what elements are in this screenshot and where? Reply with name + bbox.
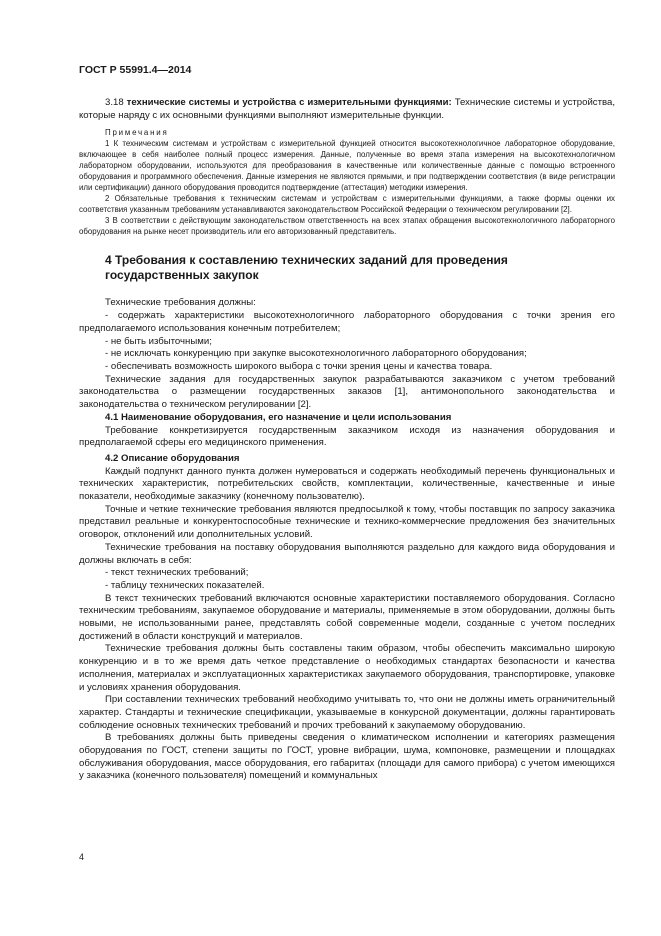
subsection-4-2-paragraph: Каждый подпункт данного пункта должен нумероваться и содержать необходимый перечень функциональных и технических характеристик, потребительских свойств, комплектации, количественные, качественные и иные показатели, необходимые заказчику (конечному пользователю). [79, 465, 615, 503]
subsection-4-2-list-item: - текст технических требований; [105, 567, 249, 579]
section-4-title: 4 Требования к составлению технических заданий для проведения государственных закупок [105, 253, 508, 283]
term-number: 3.18 [105, 97, 124, 108]
section-4-intro: Технические требования должны: [105, 297, 256, 309]
requirements-list-item: - содержать характеристики высокотехнологичного лабораторного оборудования с точки зрения его предполагаемого использования конечным потребителем; [79, 310, 615, 334]
subsection-4-2-paragraph: Технические требования на поставку оборудования выполняются раздельно для каждого вида оборудования и должны включать в себя: [79, 541, 615, 566]
term-name: технические системы и устройства с измерительными функциями: [126, 97, 452, 108]
term-3-18 [79, 97, 615, 122]
subsection-4-2-paragraph: В требованиях должны быть приведены сведения о климатическом исполнении и категориях размещения оборудования по ГОСТ, степени защиты по ГОСТ, уровне вибрации, шума, компоновке, размещении и площадках обслуживания оборудования, массе оборудования, его габаритах (площади для самого прибора) с учетом имеющихся у заказчика (конечного пользователя) помещений и коммунальных [79, 732, 615, 782]
subsection-4-2-paragraph: В текст технических требований включаются основные характеристики поставляемого оборудования. Согласно техническим требованиям, закупаемое оборудование и материалы, применяемые в этом оборудовании, должны быть новыми, не использованными ранее, представлять собой современные модели, созданные с учетом последних достижений в области конструкций и материалов. [79, 592, 615, 642]
subsection-4-2-title: 4.2 Описание оборудования [105, 452, 240, 464]
notes-block [79, 128, 615, 237]
page-number: 4 [79, 852, 85, 862]
subsection-4-2-paragraph: При составлении технических требований необходимо учитывать то, что они не должны иметь ограничительный характер. Стандарты и технические спецификации, указываемые в конкурсной документации, должны гарантировать соблюдение основных технических требований и прочих требований к закупаемому оборудованию. [79, 694, 615, 731]
page-content [79, 97, 615, 783]
note-2: 2 Обязательные требования к техническим системам и устройствам с измерительными функциями, а также формы оценки их соответствия указанным требованиям устанавливаются законодательством Российской Федерации о техническом регулировании [2]. [79, 193, 615, 214]
notes-title: Примечания [105, 128, 169, 138]
term-definition: Технические системы и устройства, которые наряду с их основными функциями выполняют измерительные функции. [79, 97, 615, 121]
requirements-list-item: - обеспечивать возможность широкого выбора с точки зрения цены и качества товара. [105, 360, 493, 372]
subsection-4-1-text: Требование конкретизируется государственным заказчиком исходя из назначения оборудования и предполагаемой сферы его медицинского применения. [79, 424, 615, 449]
subsection-4-2-paragraph: Технические требования должны быть составлены таким образом, чтобы обеспечить максимально широкую конкуренцию и в то же время дать четкое представление о необходимых стандартах безопасности и качества исполнения, материалах и эксплуатационных характеристиках закупаемого оборудования, транспортировке, упаковке и условиях хранения оборудования. [79, 643, 615, 693]
subsection-4-2-paragraph: Точные и четкие технические требования являются предпосылкой к тому, чтобы поставщик по запросу заказчика представил реальные и конкурентоспособные технические и технико-коммерческие предложения без значительных оговорок, отклонений или дополнительных условий. [79, 503, 615, 541]
subsection-4-1-title: 4.1 Наименование оборудования, его назначение и цели использования [105, 411, 452, 423]
document-code-header: ГОСТ Р 55991.4—2014 [79, 64, 192, 76]
requirements-list-item: - не быть избыточными; [105, 335, 212, 347]
tz-paragraph: Технические задания для государственных закупок разрабатываются заказчиком с учетом требований законодательства о размещении государственных заказов [1], антимонопольного законодательства и законодательства о техническом регулировании [2]. [79, 373, 615, 411]
subsection-4-2-list-item: - таблицу технических показателей. [105, 579, 265, 591]
requirements-list-item: - не исключать конкуренцию при закупке высокотехнологичного лабораторного оборудования; [105, 348, 527, 360]
note-1: 1 К техническим системам и устройствам с измерительной функцией относится высокотехнологичное лабораторное оборудование, включающее в себя наиболее полный процесс измерения. Данные, полученные во время этапа измерения на высокотехнологичном лабораторном оборудовании, используются для преобразования в качественные или количественные данные с помощью встроенного оборудования и программного обеспечения. Данные измерения не являются прямыми, и при подтверждении соответствия (в виде регистрации или сертификации) данного оборудования проводится подтверждение (аттестация) методики измерения. [79, 139, 615, 192]
note-3: 3 В соответствии с действующим законодательством ответственность на всех этапах обращения высокотехнологичного лабораторного оборудования на рынке несет производитель или его авторизованный представитель. [79, 215, 615, 236]
